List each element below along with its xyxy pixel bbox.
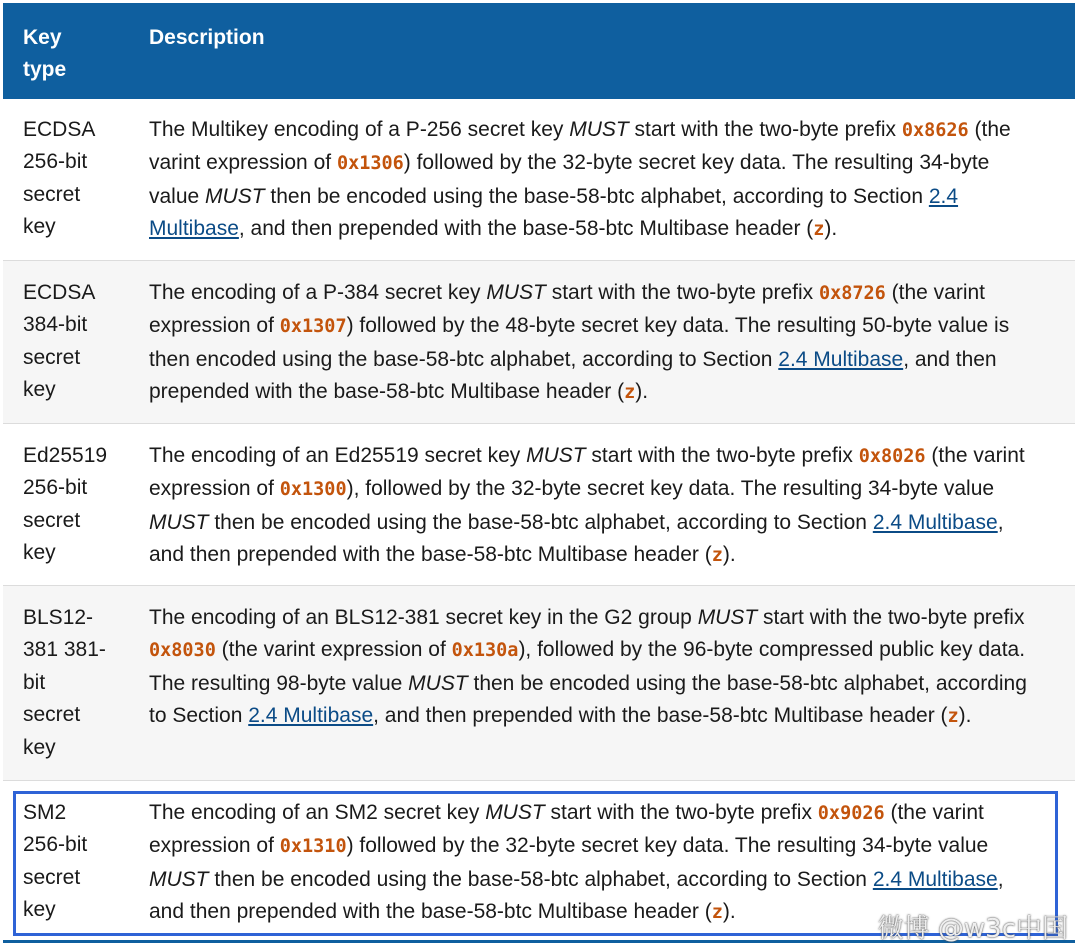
header-code: z [624,382,636,404]
description-line: Multibase, and then prepended with the base-58-btc Multibase header (z). [149,217,838,241]
multibase-link[interactable]: 2.4 Multibase [872,510,998,534]
header-key-type-line1: Key [23,26,62,49]
prefix-code: 0x8026 [858,446,926,467]
varint-code: 0x1300 [279,479,347,501]
key-type-line: key [23,735,56,759]
key-type-line: key [23,215,56,239]
description-line: then encoded using the base-58-btc alphabet, according to Section 2.4 Multibase, and then [149,347,997,371]
description-line: The resulting 98-byte value MUST then be encoded using the base-58-btc alphabet, according [149,671,1027,695]
description-line: 0x8030 (the varint expression of 0x130a), followed by the 96-byte compressed public key data. [149,638,1026,662]
description-line: The encoding of an BLS12-381 secret key in the G2 group MUST start with the two-byte prefix [149,606,1025,629]
secret-key-table [3,3,1075,944]
description-line: expression of 0x1310) followed by the 32-byte secret key data. The resulting 34-byte value [149,834,989,858]
description-line: and then prepended with the base-58-btc Multibase header (z). [149,543,736,567]
description-line: and then prepended with the base-58-btc Multibase header (z). [149,900,736,924]
key-type-line: key [23,898,56,922]
description-line: prepended with the base-58-btc Multibase header (z). [149,380,649,404]
table-header [3,3,1075,99]
multibase-link[interactable]: 2.4 Multibase [872,867,998,891]
header-key-type [3,22,129,99]
key-type-line: key [23,541,56,565]
key-type-line: secret [23,345,81,369]
key-type-cell [3,114,149,260]
prefix-code: 0x8626 [901,120,969,141]
key-type-line: bit [23,670,46,694]
description-cell [149,114,1075,260]
key-type-cell [3,602,149,780]
key-type-line: 256-bit [23,476,88,500]
description-line: MUST then be encoded using the base-58-btc alphabet, according to Section 2.4 Multibase, [149,867,1004,891]
key-type-cell [3,440,149,585]
multibase-link[interactable]: 2.4 Multibase [778,347,904,371]
varint-code: 0x1307 [279,316,347,338]
multibase-link[interactable]: Multibase [149,217,239,241]
key-type-line: 381 381- [23,638,106,662]
description-line: The encoding of a P-384 secret key MUST start with the two-byte prefix 0x8726 (the varint [149,281,986,304]
key-type-line: secret [23,508,81,532]
description-line: varint expression of 0x1306) followed by the 32-byte secret key data. The resulting 34-byte [149,151,990,175]
watermark: 微博 @w3c中国 [877,914,1068,944]
table-row [3,261,1075,424]
header-code: z [711,545,723,567]
key-type-line: secret [23,182,81,206]
multibase-link[interactable]: 2.4 [928,184,959,208]
key-type-line: BLS12- [23,606,94,629]
description-line: expression of 0x1300), followed by the 32-byte secret key data. The resulting 34-byte value [149,477,995,501]
key-type-line: secret [23,865,81,889]
key-type-line: key [23,378,56,402]
prefix-code: 0x8030 [149,640,216,662]
key-type-line: 256-bit [23,150,88,174]
prefix-code: 0x8726 [818,283,886,304]
key-type-line: ECDSA [23,281,96,304]
header-code: z [711,902,723,924]
key-type-line: SM2 [23,801,67,824]
key-type-cell [3,797,149,944]
description-cell [149,277,1075,423]
description-line: The encoding of an Ed25519 secret key MUST start with the two-byte prefix 0x8026 (the varint [149,444,1025,467]
table-row [3,99,1075,261]
varint-code: 0x1310 [279,836,347,858]
varint-code: 0x1306 [336,153,404,175]
header-description: Description [149,26,265,49]
header-code: z [813,219,825,241]
description-line: The encoding of an SM2 secret key MUST start with the two-byte prefix 0x9026 (the varint [149,801,984,824]
varint-code: 0x130a [451,640,519,662]
description-cell [149,602,1075,780]
header-code: z [947,706,959,728]
description-line: The Multikey encoding of a P-256 secret key MUST start with the two-byte prefix 0x8626 (the [149,118,1011,141]
multibase-link[interactable]: 2.4 Multibase [248,704,374,728]
description-line: expression of 0x1307) followed by the 48-byte secret key data. The resulting 50-byte value is [149,314,1010,338]
key-type-line: ECDSA [23,118,96,141]
key-type-line: secret [23,703,81,727]
description-line: MUST then be encoded using the base-58-btc alphabet, according to Section 2.4 Multibase, [149,510,1004,534]
table-row [3,424,1075,586]
description-line: value MUST then be encoded using the base-58-btc alphabet, according to Section 2.4 [149,184,959,208]
header-key-type-line2: type [23,58,67,81]
key-type-line: 256-bit [23,833,88,857]
key-type-line: 384-bit [23,313,88,337]
key-type-cell [3,277,149,423]
key-type-line: Ed25519 [23,444,108,467]
table-row [3,586,1075,781]
prefix-code: 0x9026 [817,803,885,824]
description-line: to Section 2.4 Multibase, and then prepended with the base-58-btc Multibase header (z). [149,704,972,728]
description-cell [149,440,1075,585]
